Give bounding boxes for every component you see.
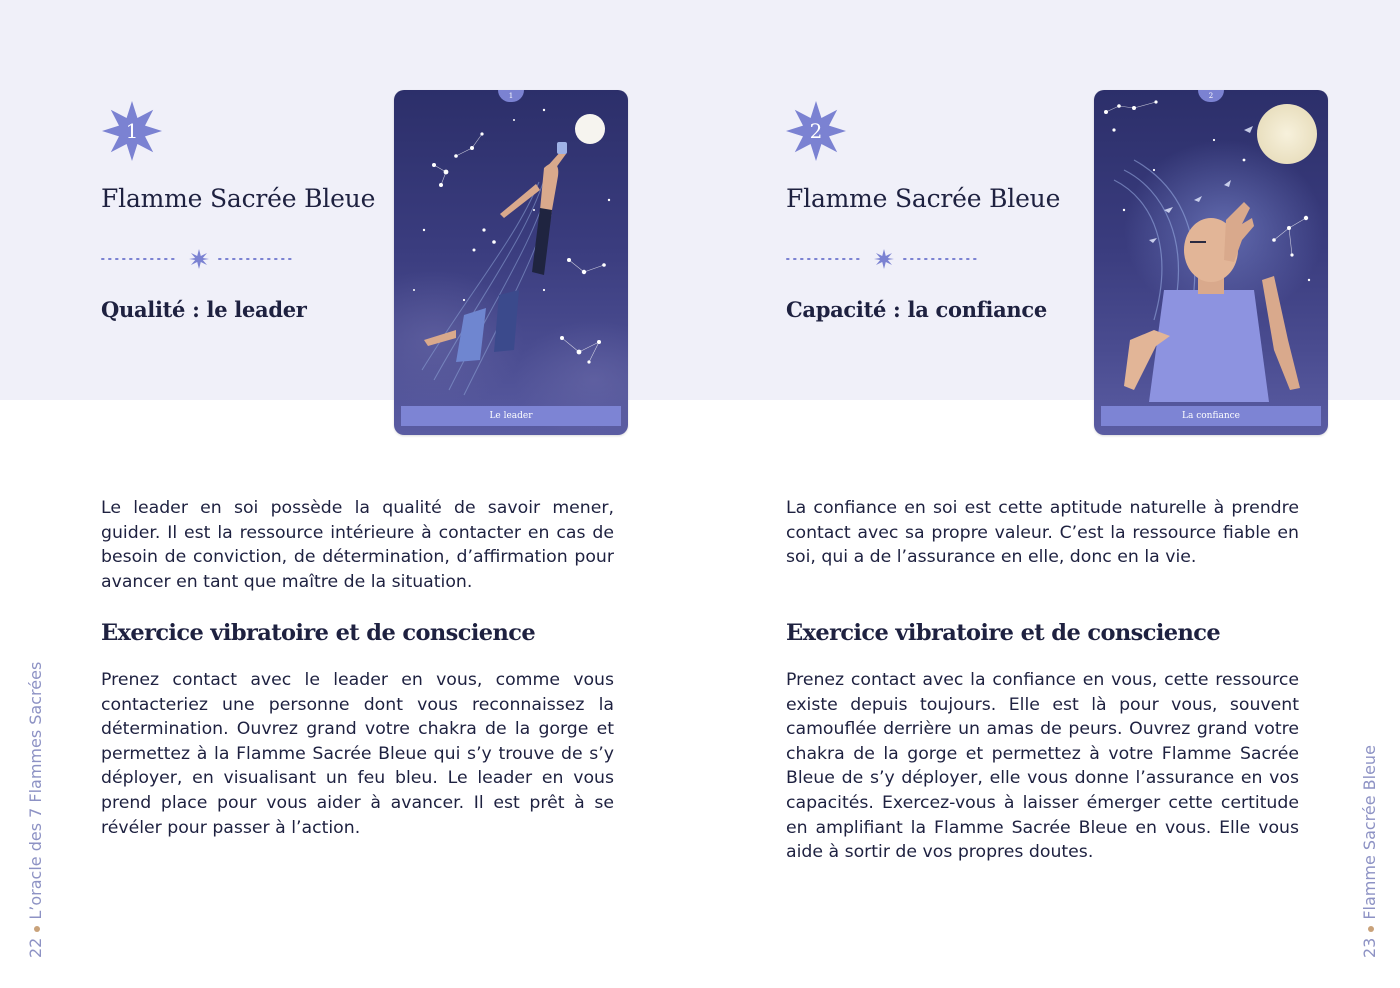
page-title: Flamme Sacrée Bleue xyxy=(101,184,376,213)
badge-number: 2 xyxy=(809,119,823,143)
page-number: 22 xyxy=(26,937,45,958)
footer-title: Flamme Sacrée Bleue xyxy=(1360,745,1379,920)
intro-paragraph: Le leader en soi possède la qualité de savoir mener, guider. Il est la ressource intérieure à contacter en cas de besoin de conviction, de détermination, d’affirmation pour avancer en tant que maître de la situation. xyxy=(101,498,614,592)
badge-number: 1 xyxy=(125,119,139,143)
oracle-card-illustration xyxy=(1094,90,1328,435)
page-number: 23 xyxy=(1360,937,1379,958)
footer-title: L’oracle des 7 Flammes Sacrées xyxy=(26,661,45,920)
footer-dot xyxy=(1368,926,1374,932)
night-sky-illustration xyxy=(1094,90,1328,435)
page-title: Flamme Sacrée Bleue xyxy=(786,184,1061,213)
section-title: Exercice vibratoire et de conscience xyxy=(786,620,1221,646)
card-label: La confiance xyxy=(1101,406,1321,426)
capacity-subtitle: Capacité : la confiance xyxy=(786,297,1047,322)
section-title: Exercice vibratoire et de conscience xyxy=(101,620,536,646)
ornamental-divider xyxy=(786,248,982,270)
right-page xyxy=(700,0,1400,988)
exercise-paragraph: Prenez contact avec le leader en vous, comme vous contacteriez une personne dont vous reconnaissez la détermination. Ouvrez grand votre chakra de la gorge et permettez à la Flamme Sacrée Bleue qui s’y trouve de s’y déployer, en visualisant un feu bleu. Le leader en vous prend place pour vous aider à avancer. Il est prêt à se révéler pour passer à l’action. xyxy=(101,670,614,838)
page-footer xyxy=(1360,745,1379,958)
page-footer xyxy=(26,662,45,958)
oracle-card-illustration xyxy=(394,90,628,435)
card-label: Le leader xyxy=(401,406,621,426)
star-number-badge xyxy=(785,100,847,162)
exercise-paragraph: Prenez contact avec la confiance en vous, cette ressource existe depuis toujours. Elle est là pour vous, souvent camouflée derrière un amas de peurs. Ouvrez grand votre chakra de la gorge et permettez à votre Flamme Sacrée Bleue de s’y déployer, elle vous donne l’assurance en vos capacités. Exercez-vous à laisser émerger cette certitude en amplifiant la Flamme Sacrée Bleue en vous. Elle vous aide à sortir de vos propres doutes. xyxy=(786,670,1299,863)
footer-dot xyxy=(34,926,40,932)
star-number-badge xyxy=(101,100,163,162)
ornamental-divider xyxy=(101,248,297,270)
intro-paragraph: La confiance en soi est cette aptitude naturelle à prendre contact avec sa propre valeur. C’est la ressource fiable en soi, qui a de l’assurance en elle, donc en la vie. xyxy=(786,498,1299,568)
quality-subtitle: Qualité : le leader xyxy=(101,297,307,322)
night-sky-illustration xyxy=(394,90,628,435)
card-number-tab: 2 xyxy=(1198,90,1224,102)
card-number-tab: 1 xyxy=(498,90,524,102)
